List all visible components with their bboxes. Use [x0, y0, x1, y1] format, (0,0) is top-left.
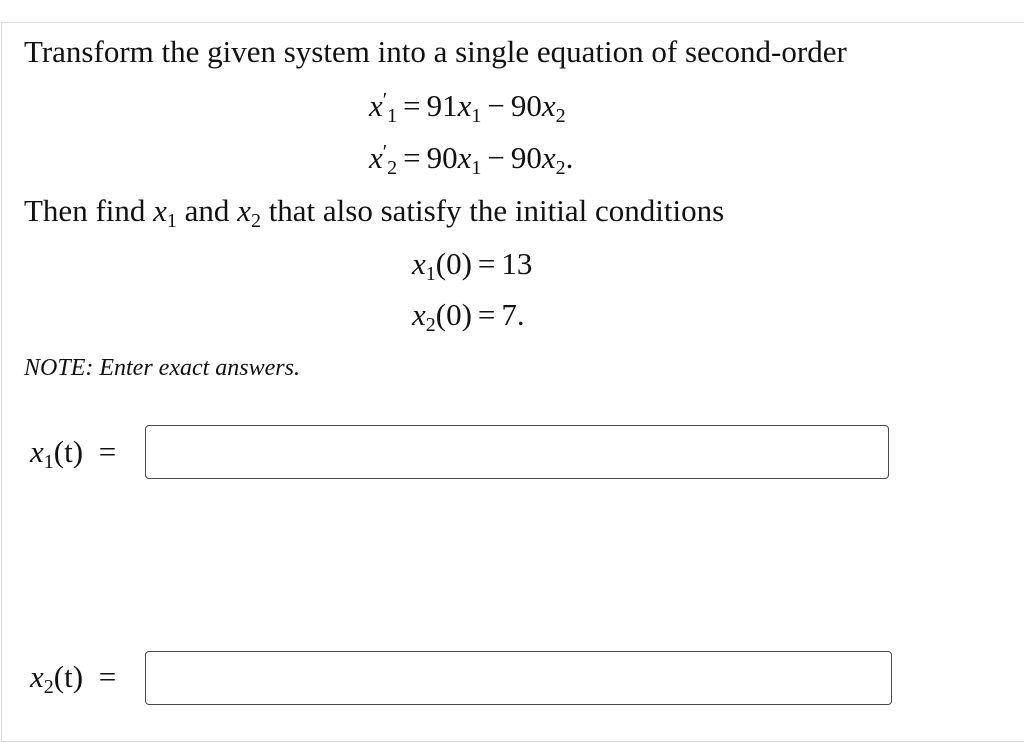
- eq1-minus: −: [487, 88, 505, 123]
- ic2-sub: 2: [425, 314, 436, 336]
- ans2-arg: (t): [53, 659, 84, 694]
- initial-condition-1: [412, 246, 533, 285]
- problem-then-text: [24, 193, 725, 232]
- then-prefix: Then find: [24, 193, 146, 228]
- then-and: and: [184, 193, 230, 228]
- eq1-term2-sub: 2: [555, 105, 566, 127]
- ic1-sub: 1: [425, 263, 436, 285]
- system-equation-1: [369, 88, 566, 127]
- ans1-equals: =: [98, 434, 117, 469]
- eq1-term1-var: x: [457, 88, 472, 123]
- initial-condition-2: [412, 297, 525, 336]
- ic2-arg: (0): [435, 297, 472, 332]
- eq2-lhs-prime: ′: [382, 141, 388, 163]
- eq1-lhs-sub: 1: [387, 105, 398, 127]
- eq2-term2-sub: 2: [555, 157, 566, 179]
- ans2-sub: 2: [43, 676, 54, 698]
- problem-intro: Transform the given system into a single equation of second-order: [24, 34, 847, 69]
- eq1-lhs-var: x: [369, 88, 383, 123]
- ans1-var: x: [30, 434, 44, 469]
- system-equation-2: [369, 140, 574, 179]
- ic1-value: 13: [501, 246, 533, 281]
- then-var2: x: [237, 193, 251, 228]
- ic2-equals: =: [477, 297, 496, 332]
- eq2-lhs-var: x: [369, 140, 383, 175]
- eq1-lhs-prime: ′: [382, 89, 388, 111]
- then-sub1: 1: [166, 210, 177, 232]
- eq2-minus: −: [487, 140, 505, 175]
- eq2-equals: =: [403, 140, 421, 175]
- ic2-value: 7: [501, 297, 517, 332]
- ans2-equals: =: [98, 659, 117, 694]
- eq1-term1-sub: 1: [471, 105, 482, 127]
- ans2-var: x: [30, 659, 44, 694]
- eq2-end: .: [565, 140, 574, 175]
- eq2-term2-var: x: [541, 140, 556, 175]
- eq1-equals: =: [403, 88, 421, 123]
- eq1-term2-coef: 90: [510, 88, 542, 123]
- then-sub2: 2: [250, 210, 261, 232]
- ic2-end: .: [516, 297, 525, 332]
- note-text: NOTE: Enter exact answers.: [24, 355, 300, 381]
- ic1-var: x: [412, 246, 426, 281]
- eq1-term1-coef: 91: [426, 88, 458, 123]
- then-suffix: that also satisfy the initial conditions: [268, 193, 725, 228]
- eq2-term1-coef: 90: [426, 140, 458, 175]
- eq2-lhs-sub: 2: [387, 157, 398, 179]
- then-var1: x: [153, 193, 167, 228]
- ic1-equals: =: [477, 246, 496, 281]
- x1-answer-input[interactable]: [145, 425, 889, 479]
- eq1-term2-var: x: [541, 88, 556, 123]
- eq2-term2-coef: 90: [510, 140, 542, 175]
- ans1-arg: (t): [53, 434, 84, 469]
- answer-label-x2: [30, 659, 117, 698]
- ans1-sub: 1: [43, 451, 54, 473]
- x2-answer-input[interactable]: [145, 651, 892, 705]
- answer-label-x1: [30, 434, 117, 473]
- ic1-arg: (0): [435, 246, 472, 281]
- ic2-var: x: [412, 297, 426, 332]
- eq2-term1-sub: 1: [471, 157, 482, 179]
- eq2-term1-var: x: [457, 140, 472, 175]
